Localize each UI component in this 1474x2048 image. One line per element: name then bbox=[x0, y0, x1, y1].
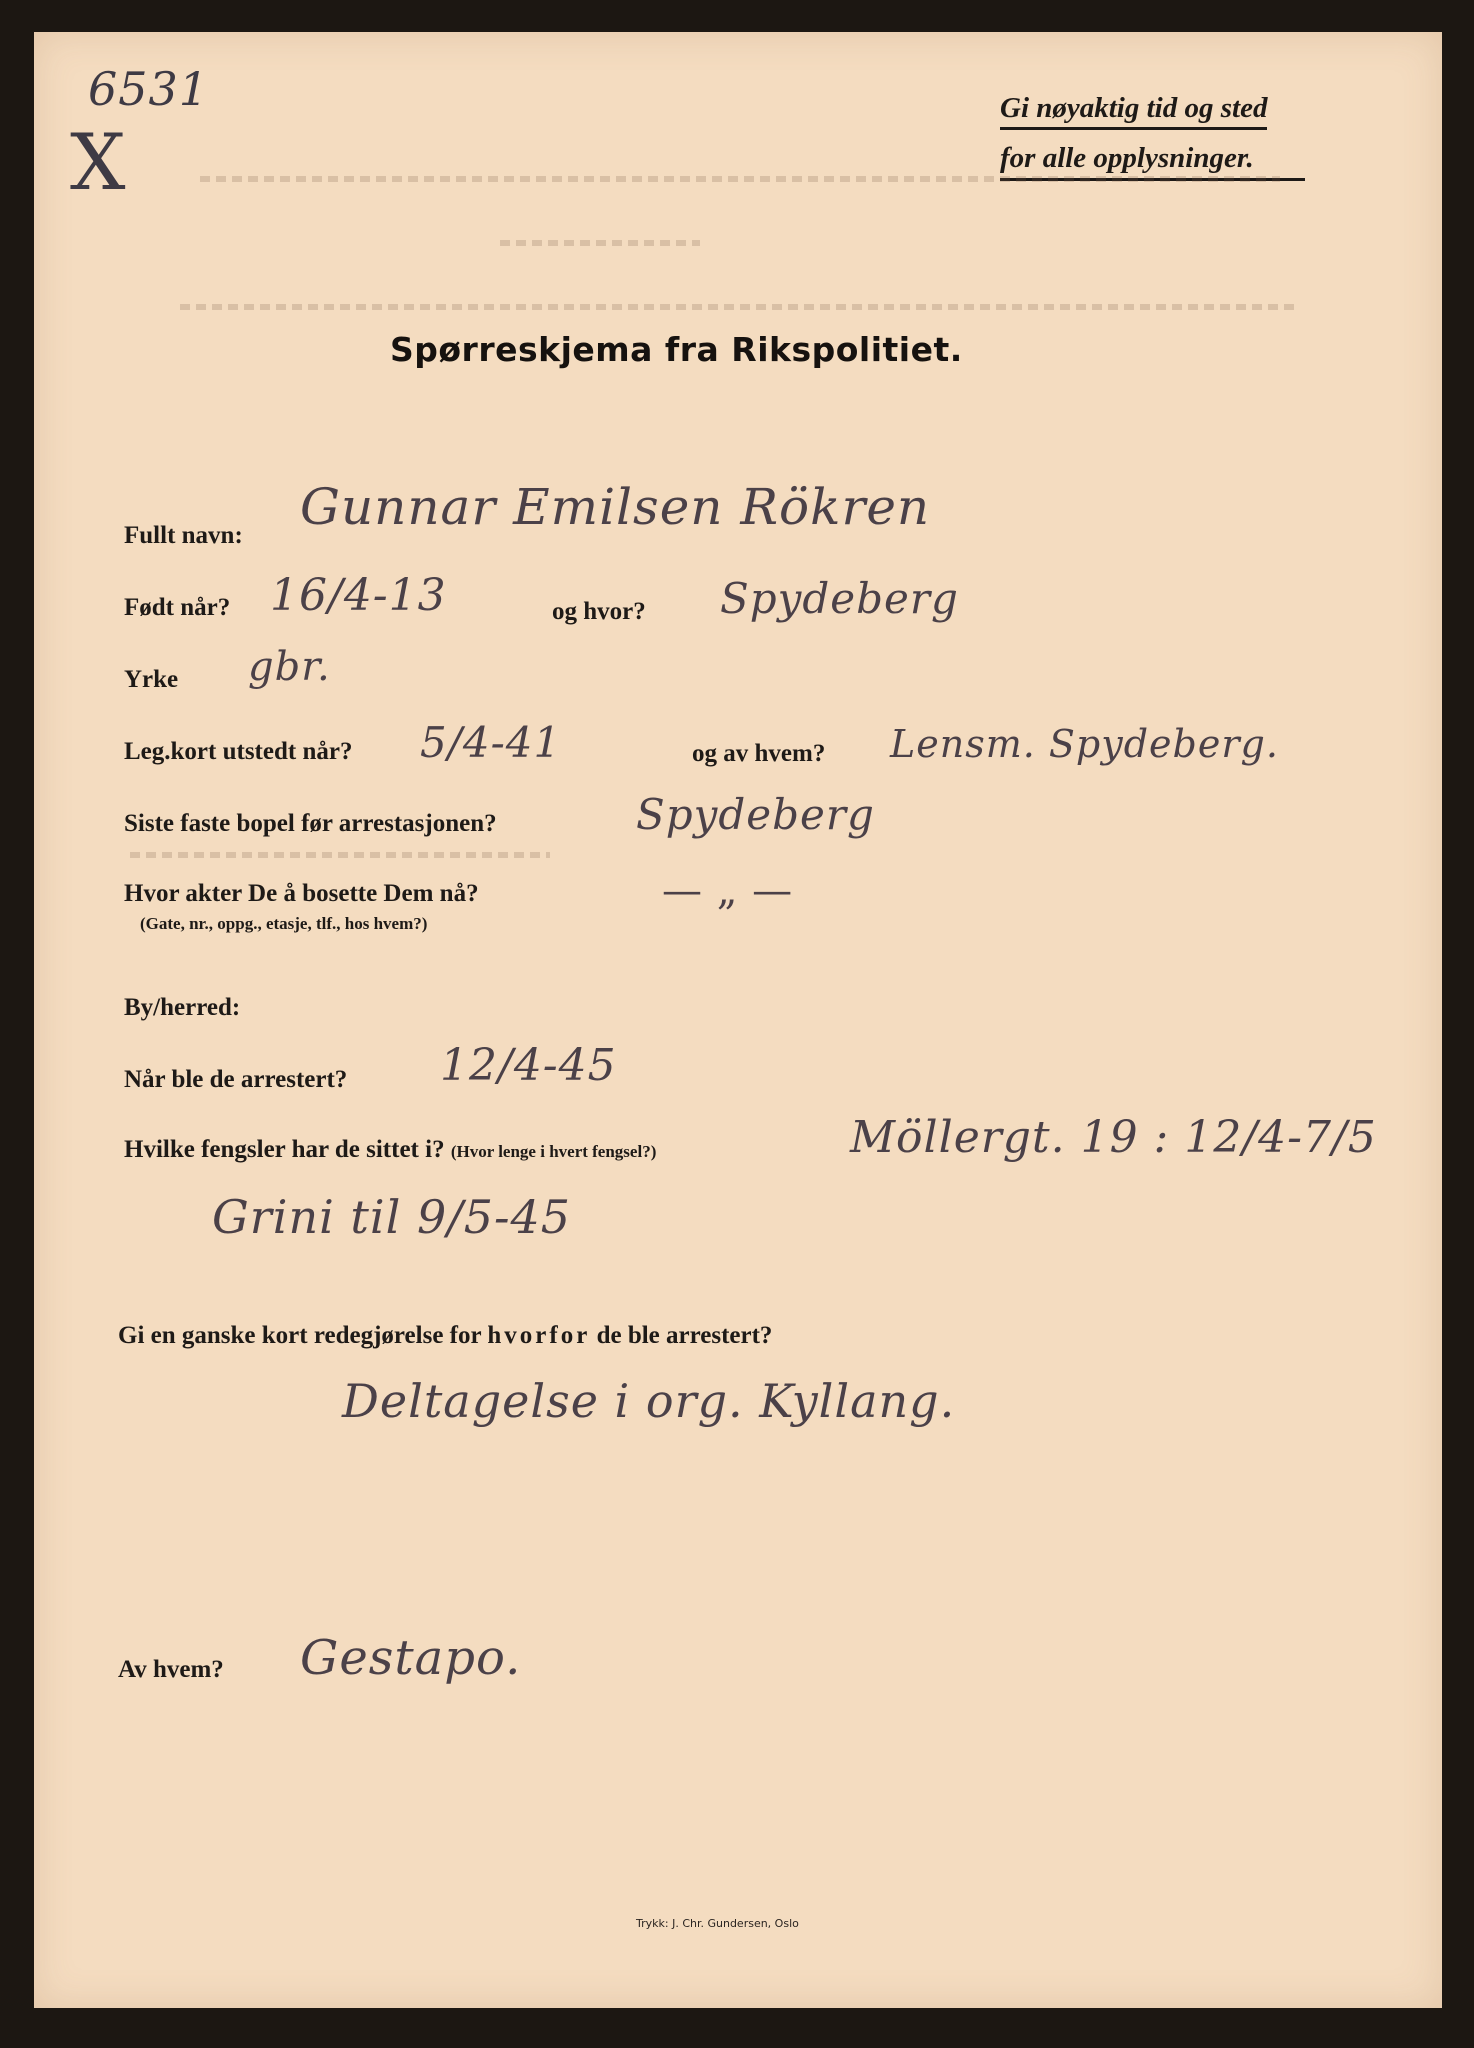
born-label: Født når? bbox=[124, 594, 231, 621]
reason-label: Gi en ganske kort redegjørelse for hvorfor de ble arrestert? bbox=[118, 1322, 773, 1349]
occupation-value: gbr. bbox=[248, 644, 331, 690]
idcard-by-label: og av hvem? bbox=[692, 740, 826, 767]
born-where-label: og hvor? bbox=[552, 598, 646, 625]
prisons-value-1: Möllergt. 19 : 12/4-7/5 bbox=[850, 1112, 1377, 1163]
idcard-by-value: Lensm. Spydeberg. bbox=[890, 722, 1279, 766]
by-whom-label: Av hvem? bbox=[118, 1656, 224, 1683]
occupation-label: Yrke bbox=[124, 666, 179, 693]
ref-number: 6531 bbox=[88, 62, 210, 116]
reason-value: Deltagelse i org. Kyllang. bbox=[342, 1374, 956, 1428]
ghost-line bbox=[180, 304, 1300, 310]
ref-mark: X bbox=[70, 118, 127, 208]
name-label: Fullt navn: bbox=[124, 522, 243, 549]
last-address-label: Siste faste bopel før arrestasjonen? bbox=[124, 810, 497, 837]
settle-label: Hvor akter De å bosette Dem nå? bbox=[124, 880, 479, 907]
ghost-line bbox=[130, 852, 550, 858]
born-where-value: Spydeberg bbox=[720, 574, 959, 623]
prisons-sublabel: (Hvor lenge i hvert fengsel?) bbox=[450, 1142, 657, 1161]
notice-line-1: Gi nøyaktig tid og sted bbox=[1000, 92, 1267, 130]
form-paper bbox=[34, 32, 1442, 2008]
born-value: 16/4-13 bbox=[270, 570, 447, 621]
prisons-value-2: Grini til 9/5-45 bbox=[212, 1190, 572, 1244]
printer-imprint: Trykk: J. Chr. Gundersen, Oslo bbox=[636, 1917, 799, 1930]
ghost-line bbox=[200, 176, 1280, 182]
prisons-label bbox=[124, 1136, 656, 1164]
reason-label-emphasis: hvorfor bbox=[487, 1322, 591, 1349]
form-title: Spørreskjema fra Rikspolitiet. bbox=[390, 330, 963, 369]
town-label: By/herred: bbox=[124, 994, 241, 1021]
arrested-value: 12/4-45 bbox=[440, 1040, 617, 1091]
arrested-label: Når ble de arrestert? bbox=[124, 1066, 348, 1093]
ghost-line bbox=[500, 240, 700, 246]
last-address-value: Spydeberg bbox=[636, 790, 875, 839]
settle-sublabel: (Gate, nr., oppg., etasje, tlf., hos hvem?) bbox=[140, 914, 428, 933]
idcard-label: Leg.kort utstedt når? bbox=[124, 738, 353, 765]
by-whom-value: Gestapo. bbox=[300, 1630, 522, 1686]
prisons-label-text: Hvilke fengsler har de sittet i? bbox=[124, 1136, 445, 1163]
idcard-value: 5/4-41 bbox=[420, 718, 562, 767]
name-value: Gunnar Emilsen Rökren bbox=[300, 478, 931, 536]
notice-line-2: for alle opplysninger. bbox=[1000, 142, 1254, 174]
settle-value: — „ — bbox=[662, 868, 794, 914]
